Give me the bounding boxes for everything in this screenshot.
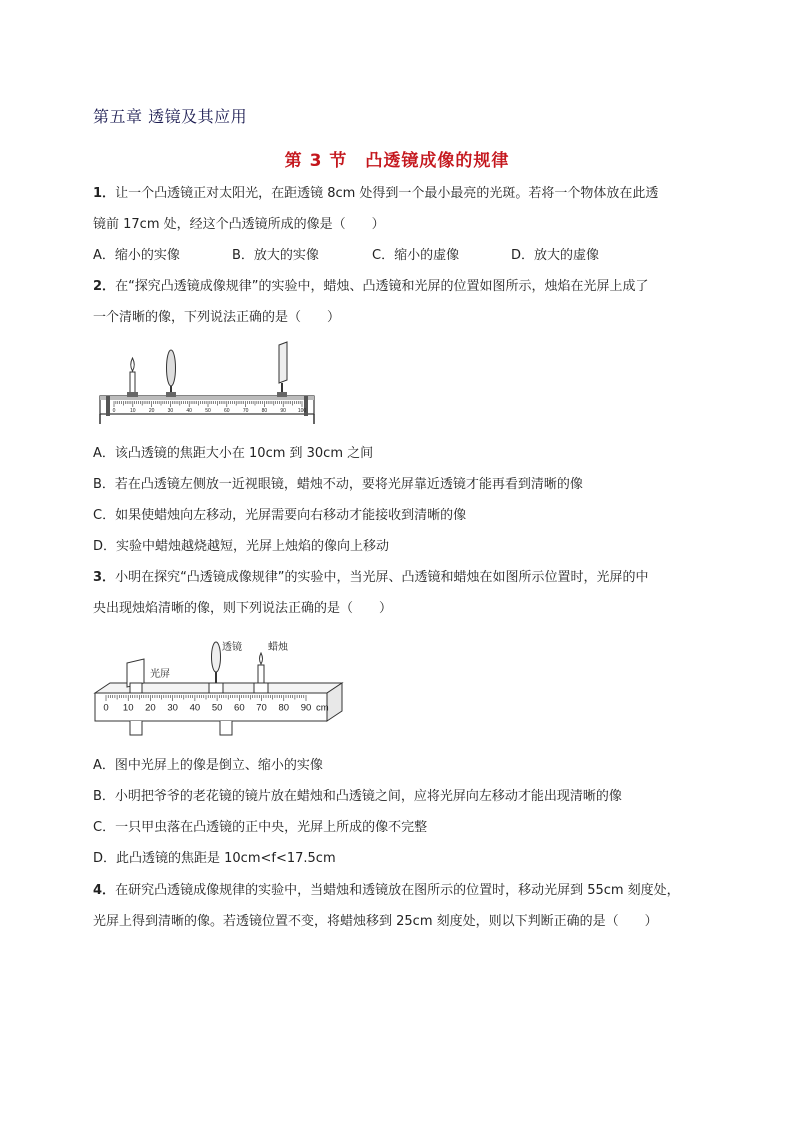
q4-text-2: 光屏上得到清晰的像。若透镜位置不变，将蜡烛移到 25cm 刻度处，则以下判断正确的是（ ）	[93, 914, 658, 929]
q2-option-a: A．该凸透镜的焦距大小在 10cm 到 30cm 之间	[93, 446, 374, 461]
q3-text-1: 小明在探究“凸透镜成像规律”的实验中，当光屏、凸透镜和蜡烛在如图所示位置时，光屏的中	[115, 570, 649, 585]
q2-scale-tick-label: 90	[280, 408, 286, 414]
q1-text-2: 镜前 17cm 处，经这个凸透镜所成的像是（ ）	[93, 217, 385, 232]
q3-scale-tick-label: 0	[103, 702, 109, 714]
q4-text-1: 在研究凸透镜成像规律的实验中，当蜡烛和透镜放在图所示的位置时，移动光屏到 55cm 刻度处，	[115, 883, 680, 898]
q3-option-a: A．图中光屏上的像是倒立、缩小的实像	[93, 758, 323, 773]
q3-number: 3	[93, 570, 103, 585]
section-title: 第 3 节 凸透镜成像的规律	[284, 151, 510, 171]
q3-candle-label: 蜡烛	[268, 642, 288, 653]
q1-option-a: A．缩小的实像	[93, 248, 180, 263]
q3-scale-tick-label: 10	[122, 702, 134, 714]
q2-scale-tick-label: 40	[186, 408, 192, 414]
q3-scale-tick-label: 70	[256, 702, 267, 714]
q3-scale-tick-label: 30	[167, 702, 178, 714]
q3-option-b: B．小明把爷爷的老花镜的镜片放在蜡烛和凸透镜之间，应将光屏向左移动才能出现清晰的像	[93, 789, 622, 804]
q1-option-d: D．放大的虚像	[511, 248, 600, 263]
q3-scale-tick-label: 60	[234, 702, 245, 714]
q2-scale-tick-label: 70	[242, 408, 249, 414]
q3-lens-label: 透镜	[222, 642, 242, 653]
q2-optical-bench-figure	[96, 340, 320, 430]
q1-option-b: B．放大的实像	[232, 248, 319, 263]
q2-option-d: D．实验中蜡烛越烧越短，光屏上烛焰的像向上移动	[93, 539, 390, 554]
q4-line1: 4．在研究凸透镜成像规律的实验中，当蜡烛和透镜放在图所示的位置时，移动光屏到 55cm 刻度处，	[93, 883, 680, 898]
q2-number: 2	[93, 279, 103, 294]
q1-text-1: 让一个凸透镜正对太阳光，在距透镜 8cm 处得到一个最小最亮的光斑。若将一个物体放在此透	[115, 186, 659, 201]
q4-number: 4	[93, 883, 103, 898]
q2-option-c: C．如果使蜡烛向左移动，光屏需要向右移动才能接收到清晰的像	[93, 508, 467, 523]
q2-scale-tick-label: 50	[205, 408, 211, 414]
q3-optical-bench-figure	[90, 635, 350, 747]
q2-scale-tick-label: 100	[297, 408, 307, 414]
q2-scale-tick-label: 80	[261, 408, 268, 414]
q1-line1: 1．让一个凸透镜正对太阳光，在距透镜 8cm 处得到一个最小最亮的光斑。若将一个物体放在此透	[93, 186, 659, 201]
chapter-heading: 第五章 透镜及其应用	[93, 107, 248, 126]
q2-scale-tick-label: 60	[224, 408, 230, 414]
q3-scale-tick-label: 90	[300, 702, 312, 714]
q3-scale-tick-label: 50	[211, 702, 223, 714]
q2-text-2: 一个清晰的像，下列说法正确的是（ ）	[93, 310, 341, 325]
q3-scale-tick-label: 80	[278, 702, 290, 714]
q2-line1: 2．在“探究凸透镜成像规律”的实验中，蜡烛、凸透镜和光屏的位置如图所示，烛焰在光屏上成了	[93, 279, 649, 294]
q3-screen-label: 光屏	[150, 669, 170, 680]
q3-text-2: 央出现烛焰清晰的像，则下列说法正确的是（ ）	[93, 601, 393, 616]
q3-option-c: C．一只甲虫落在凸透镜的正中央，光屏上所成的像不完整	[93, 820, 428, 835]
q3-scale-unit-label: cm	[316, 702, 329, 714]
q2-scale-tick-label: 20	[148, 408, 155, 414]
q3-scale-tick-label: 40	[189, 702, 201, 714]
q3-line1: 3．小明在探究“凸透镜成像规律”的实验中，当光屏、凸透镜和蜡烛在如图所示位置时，光屏的中	[93, 570, 649, 585]
q1-option-c: C．缩小的虚像	[372, 248, 460, 263]
q2-scale-tick-label: 0	[112, 408, 116, 414]
q2-scale-tick-label: 10	[130, 408, 136, 414]
q2-option-b: B．若在凸透镜左侧放一近视眼镜，蜡烛不动，要将光屏靠近透镜才能再看到清晰的像	[93, 477, 583, 492]
q2-text-1: 在“探究凸透镜成像规律”的实验中，蜡烛、凸透镜和光屏的位置如图所示，烛焰在光屏上成了	[115, 279, 649, 294]
q3-scale-tick-label: 20	[145, 702, 156, 714]
q1-number: 1	[93, 186, 103, 201]
q3-option-d: D．此凸透镜的焦距是 10cm<f<17.5cm	[93, 851, 336, 866]
q2-scale-tick-label: 30	[167, 408, 174, 414]
